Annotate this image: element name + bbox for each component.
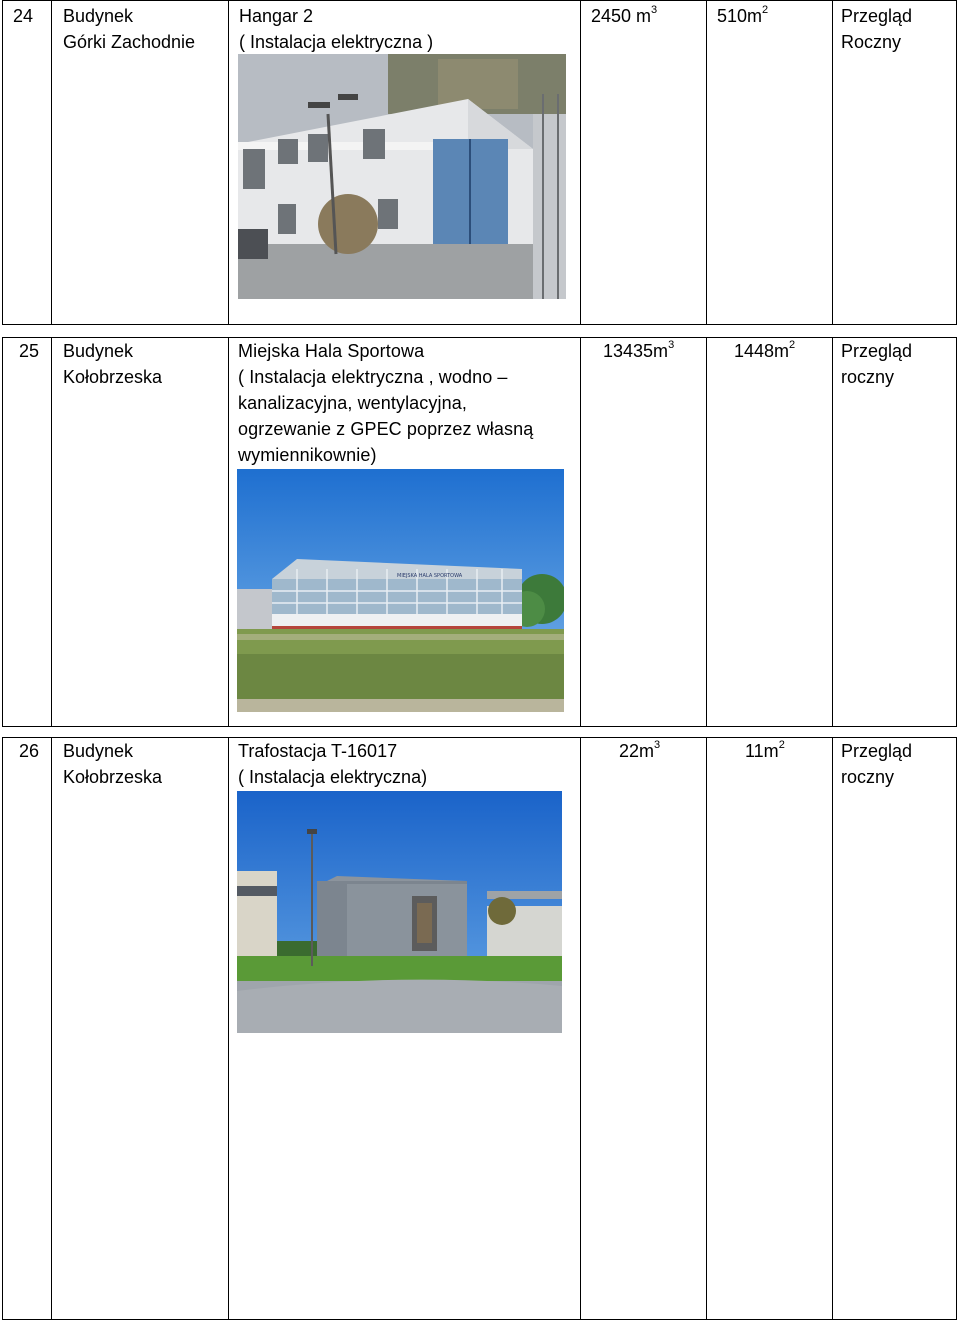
location-line: Górki Zachodnie xyxy=(63,32,196,52)
volume-value: 2450 m xyxy=(591,6,652,26)
object-line: ( Instalacja elektryczna , wodno – xyxy=(238,367,508,387)
area-cell xyxy=(745,738,785,764)
area-exponent: 2 xyxy=(789,339,796,351)
location-line: Budynek xyxy=(63,741,134,761)
area-exponent: 2 xyxy=(762,4,769,16)
volume-value: 13435m xyxy=(603,341,669,361)
object-line: kanalizacyjna, wentylacyjna, xyxy=(238,393,467,413)
location-cell xyxy=(63,738,162,790)
inspection-line: Przegląd xyxy=(841,341,913,361)
object-cell xyxy=(238,338,533,468)
hangar-photo xyxy=(238,54,566,299)
location-line: Budynek xyxy=(63,341,134,361)
table-row xyxy=(2,337,957,727)
inspection-line: Przegląd xyxy=(841,741,913,761)
area-cell xyxy=(734,338,795,364)
inspection-cell xyxy=(841,3,912,55)
volume-cell xyxy=(591,3,657,29)
location-line: Kołobrzeska xyxy=(63,767,163,787)
volume-exponent: 3 xyxy=(668,339,675,351)
inspection-cell xyxy=(841,338,912,390)
table-row xyxy=(2,0,957,325)
object-line: ( Instalacja elektryczna ) xyxy=(239,32,434,52)
sports-hall-photo xyxy=(237,469,564,712)
location-cell xyxy=(63,3,195,55)
inspection-line: Roczny xyxy=(841,32,902,52)
inspection-line: roczny xyxy=(841,767,895,787)
object-line: ( Instalacja elektryczna) xyxy=(238,767,428,787)
inspection-cell xyxy=(841,738,912,790)
inspection-line: roczny xyxy=(841,367,895,387)
hall-sign-text: MIEJSKA HALA SPORTOWA xyxy=(397,573,463,579)
volume-cell xyxy=(603,338,674,364)
volume-value: 22m xyxy=(619,741,655,761)
area-exponent: 2 xyxy=(778,739,785,751)
volume-exponent: 3 xyxy=(654,739,661,751)
object-cell xyxy=(238,738,427,790)
area-cell xyxy=(717,3,768,29)
object-cell xyxy=(239,3,433,55)
area-value: 11m xyxy=(745,741,779,761)
object-title: Trafostacja T-16017 xyxy=(238,741,398,761)
volume-exponent: 3 xyxy=(651,4,658,16)
volume-cell xyxy=(619,738,660,764)
area-value: 510m xyxy=(717,6,763,26)
row-number: 26 xyxy=(19,741,40,761)
location-line: Kołobrzeska xyxy=(63,367,163,387)
location-cell xyxy=(63,338,162,390)
inspection-line: Przegląd xyxy=(841,6,913,26)
area-value: 1448m xyxy=(734,341,790,361)
object-line: ogrzewanie z GPEC poprzez własną xyxy=(238,419,534,439)
row-number: 24 xyxy=(13,6,34,26)
object-line: wymiennikownie) xyxy=(238,445,377,465)
table-row xyxy=(2,737,957,1320)
object-title: Miejska Hala Sportowa xyxy=(238,341,425,361)
row-number: 25 xyxy=(19,341,40,361)
location-line: Budynek xyxy=(63,6,134,26)
object-title: Hangar 2 xyxy=(239,6,314,26)
transformer-station-photo xyxy=(237,791,562,1033)
